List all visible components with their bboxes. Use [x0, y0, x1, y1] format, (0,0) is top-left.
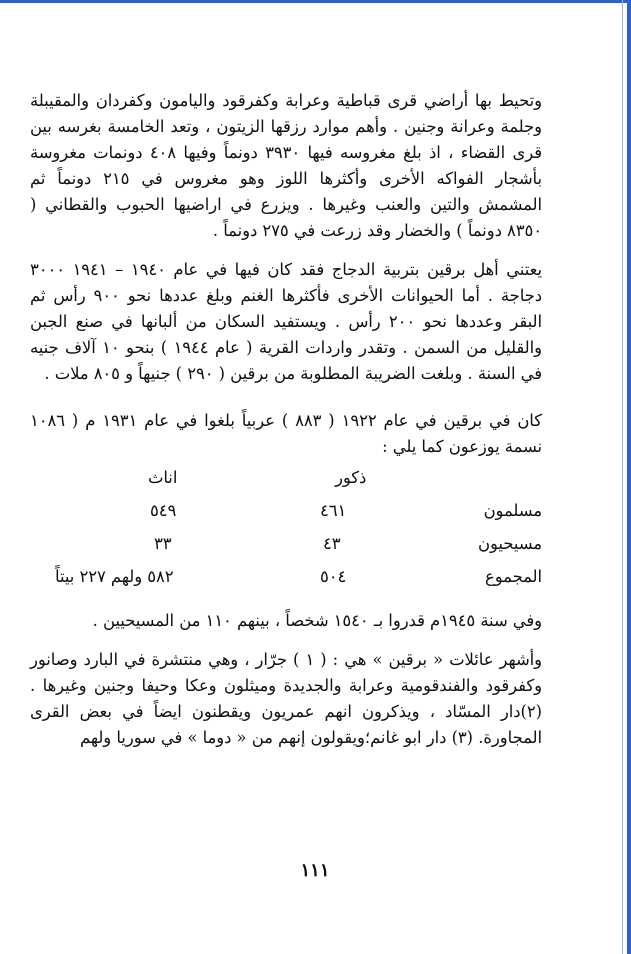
row-male-total: ٥٠٤ — [320, 567, 347, 586]
paragraph-1945-estimate: وفي سنة ١٩٤٥م قدروا بـ ١٥٤٠ شخصاً ، بينهم ١١٠ من المسيحيين . — [92, 611, 542, 630]
row-label-total: المجموع — [485, 567, 542, 586]
row-male-muslims: ٤٦١ — [320, 501, 347, 520]
paragraph-families: وأشهر عائلات « برقين » هي : ( ١ ) جرّار ، وهي منتشرة في البارد وصانور وكفرقود والفندقومية وعرابة والجديدة وميثلون وعكا وحيفا وجنين وغيرها . (٢)دار المسّاد ، ويذكرون انهم عمريون ويقطنون ايضاً في بعض القرى المجاورة. (٣) دار ابو غانم؛ويقولون إنهم من « دوما » في سوريا ولهم — [30, 650, 543, 747]
header-male: ذكور — [335, 468, 367, 487]
paragraph-livestock: يعتني أهل برقين بتربية الدجاج فقد كان فيها في عام ١٩٤٠ – ١٩٤١ ٣٠٠٠ دجاجة . أما الحيوانات الأخرى فأكثرها الغنم وبلغ عددها نحو ٩٠٠ رأس ثم البقر وعددها نحو ٢٠٠ رأس . ويستفيد السكان من ألبانها في صنع الجبن والقليل من السمن . وتقدر واردات القرية ( عام ١٩٤٤ ) بنحو ١٠ آلاف جنيه في السنة . وبلغت الضريبة المطلوبة من برقين ( ٢٩٠ ) جنيهاً و ٨٠٥ ملات . — [30, 260, 542, 383]
row-female-muslims: ٥٤٩ — [150, 501, 177, 520]
row-female-total: ٥٨٢ ولهم ٢٢٧ بيتاً — [55, 567, 174, 586]
page-number: ١١١ — [300, 860, 330, 881]
row-female-christians: ٣٣ — [154, 534, 172, 553]
row-label-muslims: مسلمون — [483, 501, 542, 520]
window-right-border — [627, 0, 631, 954]
row-male-christians: ٤٣ — [323, 534, 341, 553]
header-female: اناث — [148, 468, 178, 487]
book-page — [30, 88, 542, 751]
row-label-christians: مسيحيون — [478, 534, 542, 553]
paragraph-location: وتحيط بها أراضي قرى قباطية وعرابة وكفرقود واليامون وكفردان والمقيبلة وجلمة وعرانة وجنين . وأهم موارد رزقها الزيتون ، وتعد الخامسة بغرسه بين قرى القضاء ، اذ بلغ مغروسه فيها ٣٩٣٠ دونماً وفيها ٤٠٨ دونمات مغروسة بأشجار الفواكه الأخرى وأكثرها اللوز وهو مغروس في ٢١٥ دونماً ثم المشمش والتين والعنب وغيرها . ويزرع في اراضيها الحبوب والقطاني ( ٨٣٥٠ دونماً ) والخضار وقد زرعت في ٢٧٥ دونماً . — [30, 91, 542, 240]
population-table — [30, 468, 542, 608]
window-right-border-inner — [622, 0, 623, 954]
window-top-border — [0, 0, 627, 3]
paragraph-population: كان في برقين في عام ١٩٢٢ ( ٨٨٣ ) عربياً بلغوا في عام ١٩٣١ م ( ١٠٨٦ نسمة يوزعون كما يلي : — [30, 411, 543, 456]
